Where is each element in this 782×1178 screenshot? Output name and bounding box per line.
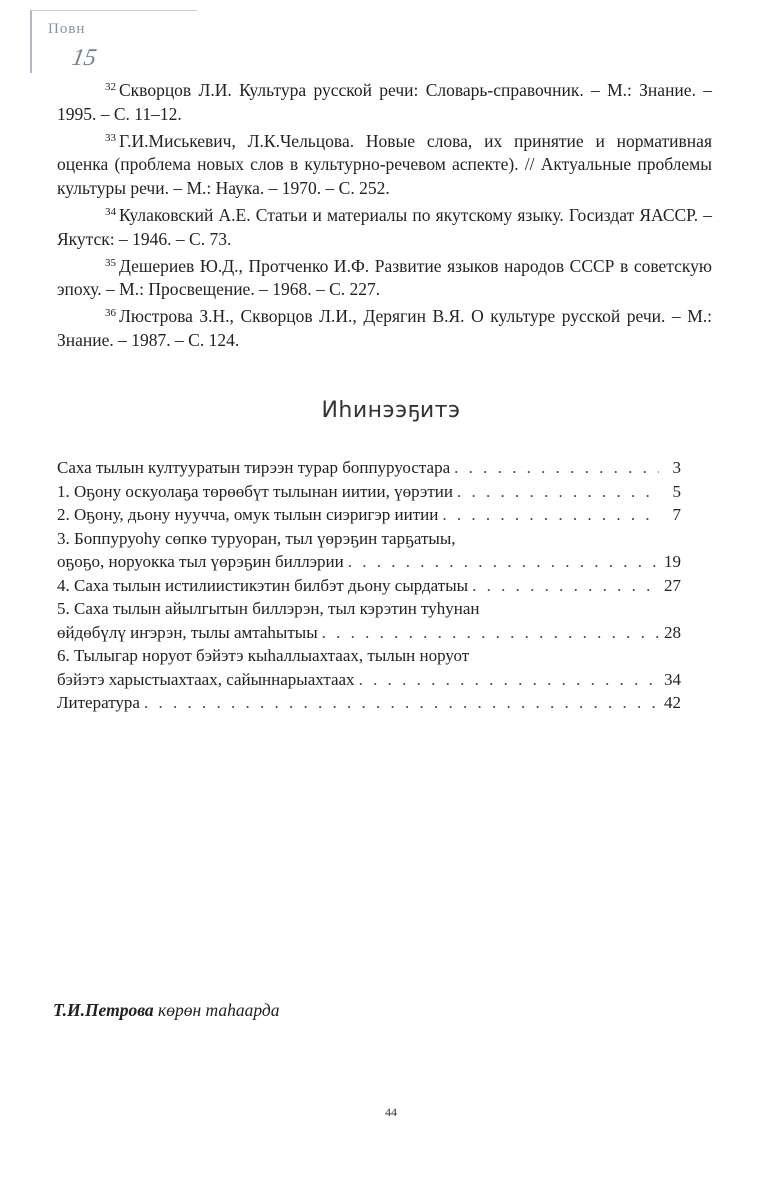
editor-name: Т.И.Петрова (53, 1000, 154, 1020)
toc-entry-last-line (57, 574, 681, 598)
table-of-contents (57, 456, 681, 715)
footnote-reference (57, 302, 712, 353)
toc-page-number: 28 (664, 622, 681, 642)
toc-entry-title: Литература (57, 693, 140, 712)
toc-entry (57, 644, 681, 691)
toc-entry-title: 1. Оҕону оскуолаҕа төрөөбүт тылынан иитии, үөрэтии (57, 481, 453, 501)
footnote-number: 34 (105, 205, 116, 218)
toc-entry-title: Саха тылын култууратын тирээн турар боппуруостара (57, 458, 451, 477)
toc-page-number: 3 (672, 458, 681, 477)
toc-entry-title: өйдөбүлү иҥэрэн, тылы амтаһытыы (57, 622, 318, 642)
editor-credit (53, 1000, 280, 1021)
page-number: 44 (385, 1105, 397, 1119)
toc-entry-line: 5. Саха тылын айылгытын биллэрэн, тыл кэрэтин туһунан (57, 599, 480, 618)
toc-entry (57, 574, 681, 598)
footnote-text: Кулаковский А.Е. Статьи и материалы по якутскому языку. Госиздат ЯАССР. – Якутск: – 1946. – С. 73. (57, 204, 712, 249)
library-stamp (30, 10, 197, 73)
toc-page-number: 34 (664, 669, 681, 689)
toc-entry-line: 6. Тылыгар норуот бэйэтэ кыһаллыахтаах, тылын норуот (57, 646, 470, 665)
toc-entry-line: 3. Боппуруоһу сөпкө туруоран, тыл үөрэҕин тарҕатыы, (57, 528, 456, 548)
toc-entry-last-line (57, 550, 681, 574)
toc-page-number: 7 (672, 505, 681, 524)
toc-entry-last-line (57, 456, 681, 480)
footnote-reference (57, 201, 712, 252)
footnote-reference (57, 76, 712, 127)
toc-entry (57, 456, 681, 480)
toc-page-number: 19 (664, 552, 681, 571)
footnote-number: 35 (105, 256, 116, 269)
toc-leader-dots (472, 574, 659, 598)
footnote-text: Скворцов Л.И. Культура русской речи: Словарь-справочник. – М.: Знание. – 1995. – С. 11–12. (57, 80, 712, 124)
toc-leader-dots (348, 550, 659, 574)
toc-entry (57, 527, 681, 574)
toc-leader-dots (457, 480, 659, 504)
toc-entry-last-line (57, 691, 681, 715)
toc-page-number: 42 (664, 693, 681, 712)
toc-page-number: 5 (672, 481, 681, 501)
footnote-number: 36 (105, 307, 116, 320)
toc-leader-dots (442, 503, 659, 527)
footnote-number: 33 (105, 131, 116, 144)
toc-entry (57, 503, 681, 527)
stamp-text: Повн (48, 21, 86, 37)
toc-entry (57, 691, 681, 715)
toc-entry-title: оҕоҕо, норуокка тыл үөрэҕин биллэрии (57, 552, 344, 571)
toc-entry (57, 480, 681, 504)
footnote-text: Дешериев Ю.Д., Протченко И.Ф. Развитие языков народов СССР в советскую эпоху. – М.: Просвещение. – 1968. – С. 227. (57, 255, 712, 300)
toc-entry (57, 597, 681, 644)
toc-entry-last-line (57, 480, 681, 504)
toc-entry-last-line (57, 621, 681, 645)
toc-title: Иһинээҕитэ (321, 398, 461, 423)
stamp-handwritten-number: 15 (69, 45, 99, 71)
footnote-reference (57, 127, 712, 201)
editor-credit-text: көрөн таһаарда (158, 1000, 280, 1020)
footnote-references (57, 76, 712, 353)
toc-leader-dots (359, 668, 659, 692)
toc-entry-title: 2. Оҕону, дьону нуучча, омук тылын сиэригэр иитии (57, 505, 439, 524)
toc-page-number: 27 (664, 575, 681, 595)
footnote-number: 32 (105, 81, 116, 93)
footnote-text: Люстрова З.Н., Скворцов Л.И., Дерягин В.Я. О культуре русской речи. – М.: Знание. – 1987. – С. 124. (57, 306, 712, 350)
toc-entry-title: бэйэтэ харыстыахтаах, сайыннарыахтаах (57, 669, 355, 689)
toc-leader-dots (144, 691, 659, 715)
toc-leader-dots (322, 621, 659, 645)
toc-entry-last-line (57, 503, 681, 527)
toc-entry-last-line (57, 668, 681, 692)
toc-leader-dots (454, 456, 659, 480)
footnote-text: Г.И.Миськевич, Л.К.Чельцова. Новые слова, их принятие и нормативная оценка (проблема новых слов в культурно-речевом аспекте). // Актуальные проблемы культуры речи. – М.: Наука. – 1970. – С. 252. (57, 130, 712, 199)
footnote-reference (57, 252, 712, 303)
toc-entry-title: 4. Саха тылын истилиистикэтин билбэт дьону сырдатыы (57, 575, 469, 595)
